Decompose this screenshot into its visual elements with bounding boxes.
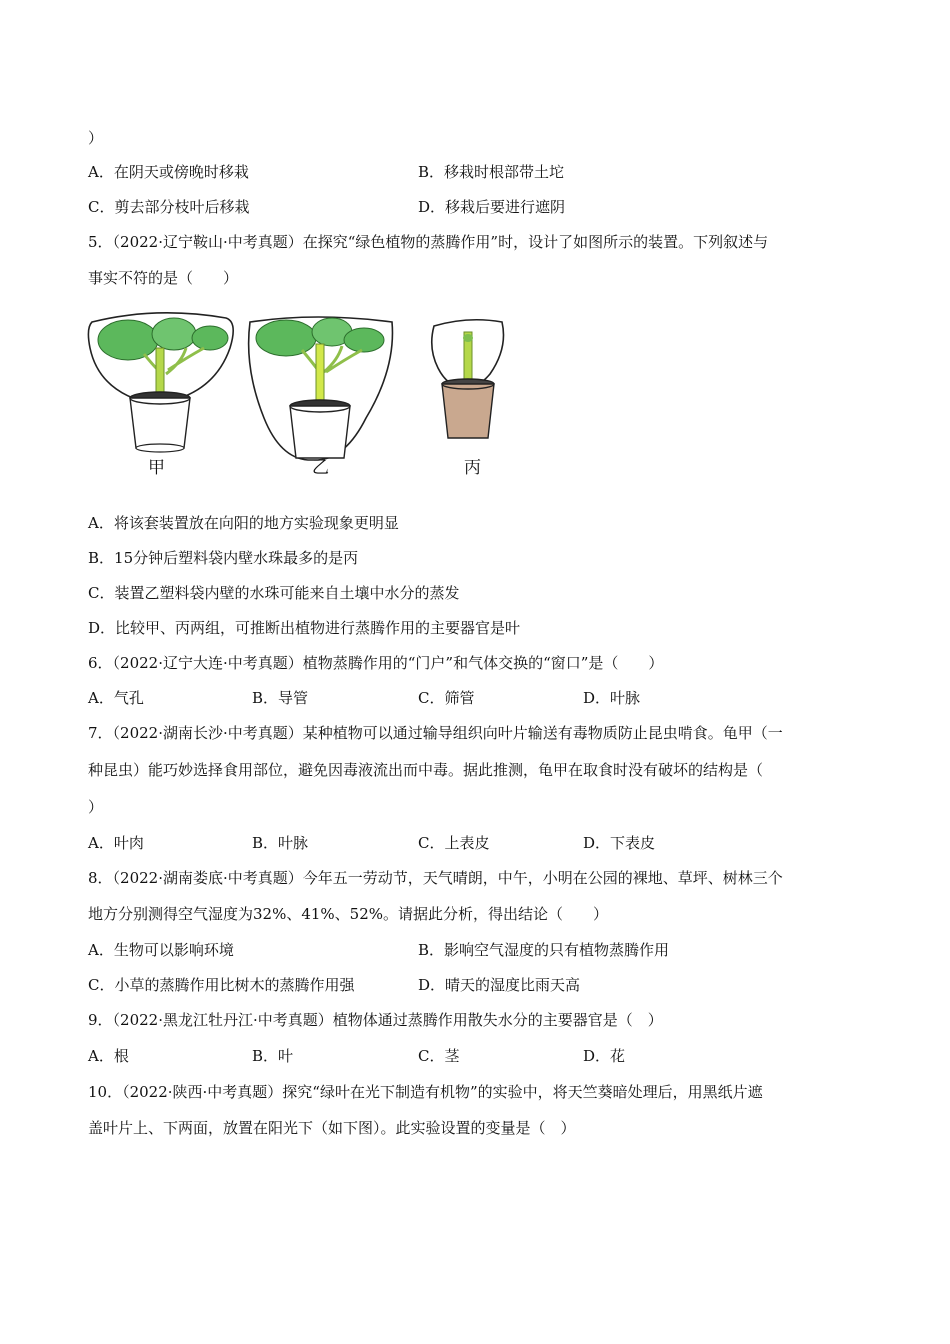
q8-stem-line2: 地方分别测得空气湿度为32%、41%、52%。请据此分析，得出结论（ ） [88, 905, 609, 923]
q7-stem-line3: ） [88, 798, 104, 816]
q8-option-c[interactable]: C．小草的蒸腾作用比树木的蒸腾作用强 [88, 976, 355, 994]
q5-option-c[interactable]: C．装置乙塑料袋内壁的水珠可能来自土壤中水分的蒸发 [88, 584, 460, 602]
figure-label-yi: 乙 [312, 458, 329, 478]
q8-option-a[interactable]: A．生物可以影响环境 [88, 941, 234, 959]
q4-tail: ） [88, 129, 104, 147]
q9-option-d[interactable]: D．花 [583, 1047, 626, 1065]
q5-option-d[interactable]: D．比较甲、丙两组，可推断出植物进行蒸腾作用的主要器官是叶 [88, 619, 521, 637]
q7-option-d[interactable]: D．下表皮 [583, 834, 656, 852]
q7-option-b[interactable]: B．叶脉 [252, 834, 309, 852]
q10-stem-line2: 盖叶片上、下两面，放置在阳光下（如下图）。此实验设置的变量是（ ） [88, 1119, 576, 1137]
q6-stem: 6．（2022·辽宁大连·中考真题）植物蒸腾作用的“门户”和气体交换的“窗口”是（ ） [88, 654, 664, 672]
q9-stem: 9．（2022·黑龙江牡丹江·中考真题）植物体通过蒸腾作用散失水分的主要器官是（ ） [88, 1011, 663, 1029]
q7-option-c[interactable]: C．上表皮 [418, 834, 490, 852]
q8-option-d[interactable]: D．晴天的湿度比雨天高 [418, 976, 581, 994]
q9-option-b[interactable]: B．叶 [252, 1047, 294, 1065]
q7-stem-line1: 7．（2022·湖南长沙·中考真题）某种植物可以通过输导组织向叶片输送有毒物质防止昆虫啃食。龟甲（一 [88, 724, 783, 742]
q6-option-d[interactable]: D．叶脉 [583, 689, 641, 707]
q8-stem-line1: 8．（2022·湖南娄底·中考真题）今年五一劳动节，天气晴朗，中午，小明在公园的裸地、草坪、树林三个 [88, 869, 783, 887]
q7-stem-line2: 种昆虫）能巧妙选择食用部位，避免因毒液流出而中毒。据此推测，龟甲在取食时没有破坏的结构是（ [88, 761, 764, 779]
q4-option-b[interactable]: B．移栽时根部带土坨 [418, 163, 565, 181]
q6-option-c[interactable]: C．筛管 [418, 689, 475, 707]
q6-option-b[interactable]: B．导管 [252, 689, 309, 707]
q5-stem-line2: 事实不符的是（ ） [88, 269, 239, 287]
q10-stem-line1: 10．（2022·陕西·中考真题）探究“绿叶在光下制造有机物”的实验中，将天竺葵暗处理后，用黑纸片遮 [88, 1083, 763, 1101]
q8-option-b[interactable]: B．影响空气湿度的只有植物蒸腾作用 [418, 941, 670, 959]
q4-option-a[interactable]: A．在阴天或傍晚时移栽 [88, 163, 249, 181]
q5-option-a[interactable]: A．将该套装置放在向阳的地方实验现象更明显 [88, 514, 399, 532]
q6-option-a[interactable]: A．气孔 [88, 689, 144, 707]
q5-option-b[interactable]: B．15分钟后塑料袋内壁水珠最多的是丙 [88, 549, 359, 567]
figure-label-jia: 甲 [148, 458, 165, 478]
figure-label-bing: 丙 [464, 458, 481, 478]
plant-bing [432, 320, 504, 438]
q4-option-c[interactable]: C．剪去部分枝叶后移栽 [88, 198, 250, 216]
q7-option-a[interactable]: A．叶肉 [88, 834, 144, 852]
plant-yi [249, 317, 393, 460]
plant-jia [88, 313, 233, 452]
q9-option-a[interactable]: A．根 [88, 1047, 129, 1065]
q4-option-d[interactable]: D．移栽后要进行遮阴 [418, 198, 566, 216]
q5-figure-transpiration [86, 308, 506, 497]
q5-stem-line1: 5．（2022·辽宁鞍山·中考真题）在探究“绿色植物的蒸腾作用”时，设计了如图所示的装置。下列叙述与 [88, 233, 769, 251]
q9-option-c[interactable]: C．茎 [418, 1047, 460, 1065]
